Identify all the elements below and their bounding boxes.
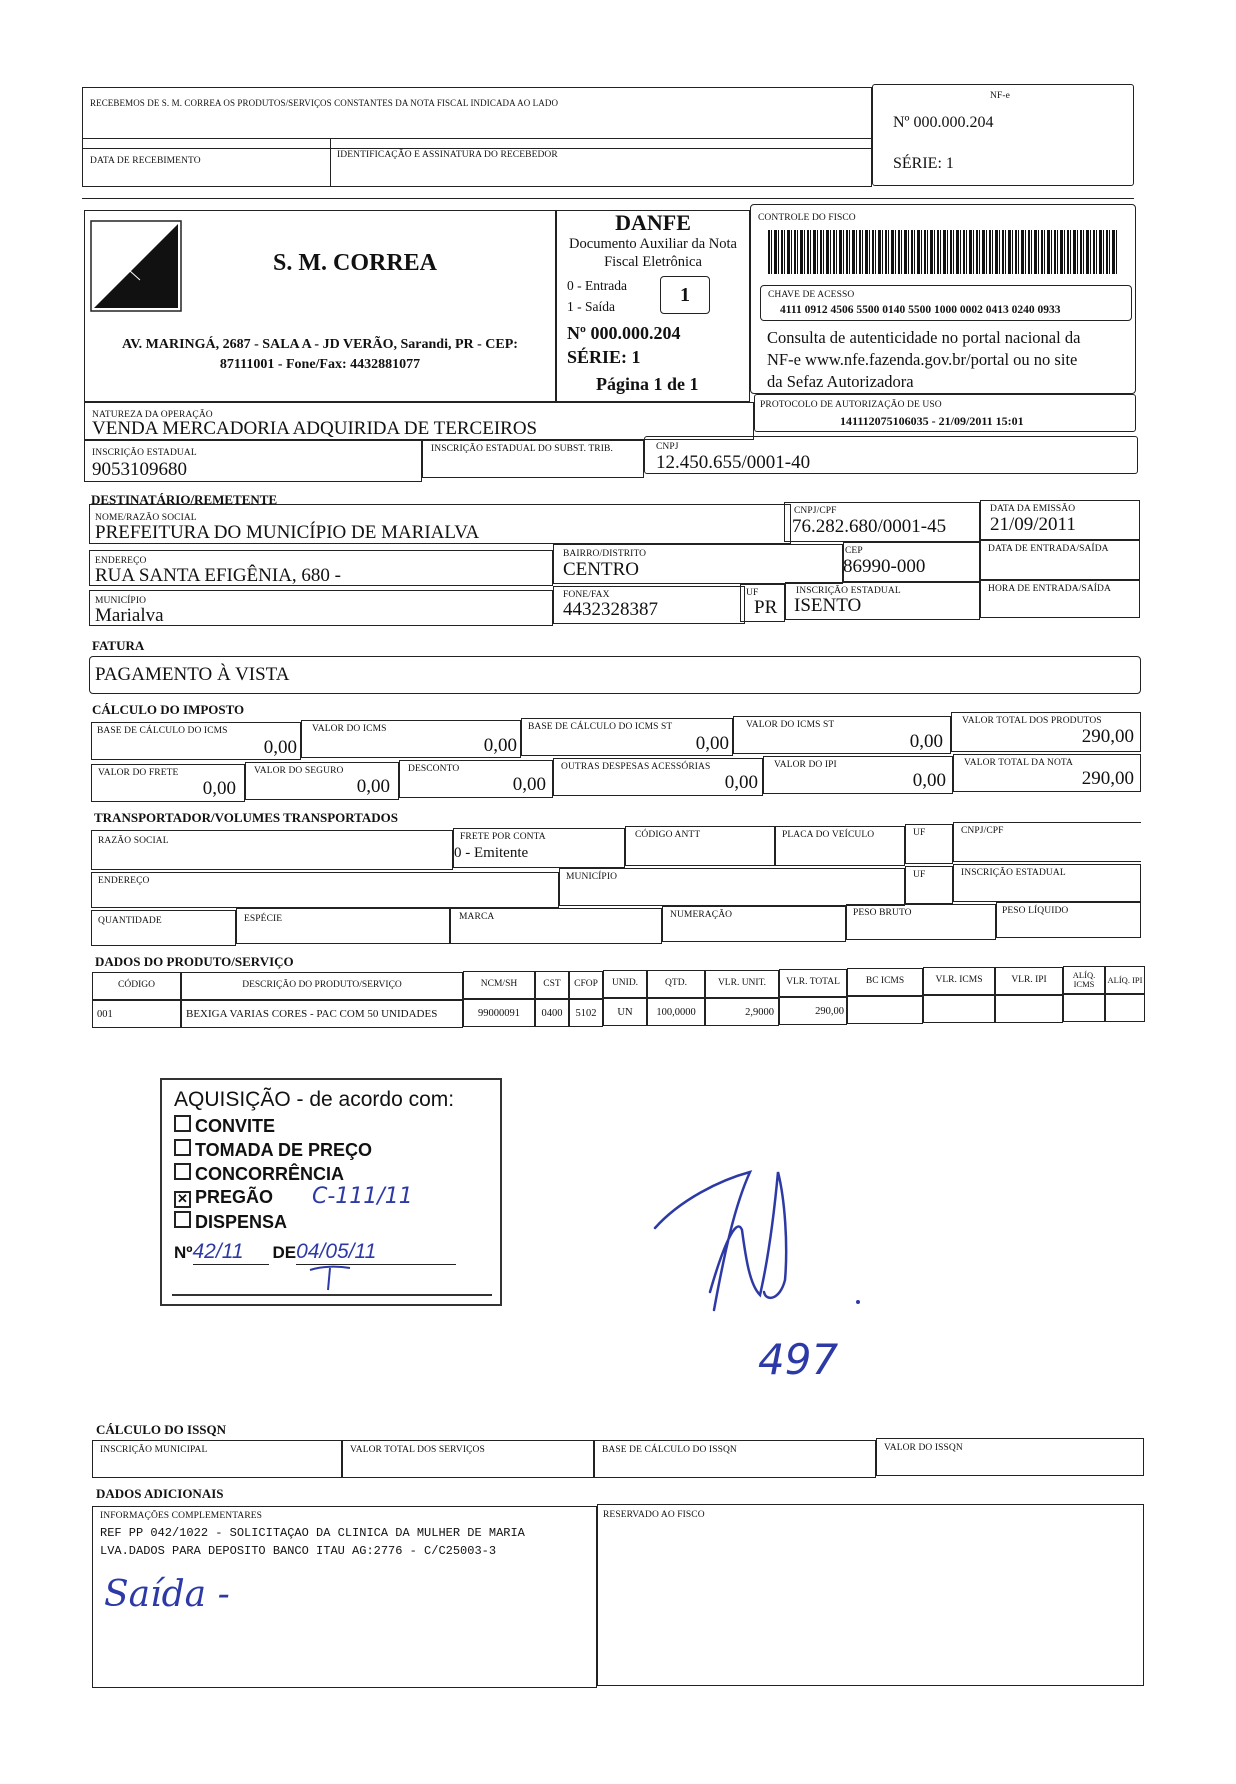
row-ncm: 99000091 (463, 999, 535, 1027)
ie-value: 9053109680 (92, 459, 187, 480)
district-value: CENTRO (563, 559, 639, 580)
receipt-signature-label: IDENTIFICAÇÃO E ASSINATURA DO RECEBEDOR (337, 150, 558, 160)
header-codigo: CÓDIGO (92, 972, 181, 1000)
base-icms-label: BASE DE CÁLCULO DO ICMS (97, 726, 228, 736)
total-products-label: VALOR TOTAL DOS PRODUTOS (962, 716, 1102, 726)
stamp-option-label: PREGÃO (195, 1187, 274, 1207)
header-cfop: CFOP (569, 971, 603, 999)
base-icms-st-value: 0,00 (695, 733, 729, 754)
uf-value: PR (754, 597, 778, 618)
checkbox-icon (174, 1163, 191, 1180)
header-aliq-icms: ALÍQ. ICMS (1063, 966, 1105, 994)
discount-label: DESCONTO (408, 764, 460, 774)
stamp-option-label: CONVITE (195, 1116, 276, 1136)
receipt-date-label: DATA DE RECEBIMENTO (90, 156, 201, 166)
stamp-option-convite (174, 1115, 275, 1137)
row-aliq-ipi (1105, 994, 1145, 1022)
row-descricao: BEXIGA VARIAS CORES - PAC COM 50 UNIDADES (181, 1000, 463, 1028)
page-number: 497 (758, 1335, 839, 1384)
carrier-address-box (91, 872, 559, 908)
row-aliq-icms (1063, 994, 1105, 1022)
district-label: BAIRRO/DISTRITO (563, 549, 647, 559)
emitter-logo (90, 220, 182, 312)
additional-section: DADOS ADICIONAIS (96, 1486, 224, 1501)
danfe-entrada: 0 - Entrada (567, 278, 627, 293)
header-cst: CST (535, 971, 569, 999)
freight-account-label: FRETE POR CONTA (460, 832, 546, 842)
receipt-number: Nº 000.000.204 (893, 114, 994, 131)
danfe-type-box (660, 276, 710, 314)
stamp-de-label: DE (272, 1243, 297, 1262)
freight-account-value: 0 - Emitente (454, 845, 529, 861)
emitter-name: S. M. CORREA (272, 250, 437, 276)
header-bc-icms: BC ICMS (847, 968, 923, 996)
row-vlr-ipi (995, 995, 1063, 1023)
barcode (768, 230, 1118, 274)
stamp-scribble (302, 1262, 362, 1292)
stamp-option-pregao (174, 1187, 273, 1208)
complementary-info-line-1: REF PP 042/1022 - SOLICITAÇAO DA CLINICA DA MULHER DE MARIA (100, 1526, 525, 1540)
recipient-ie-value: ISENTO (794, 595, 862, 616)
row-cfop: 5102 (569, 999, 603, 1027)
total-note-label: VALOR TOTAL DA NOTA (964, 758, 1074, 768)
icms-label: VALOR DO ICMS (312, 724, 387, 734)
handwritten-note: Saída - (104, 1574, 230, 1615)
icms-st-value: 0,00 (909, 731, 943, 752)
carrier-address-label: ENDEREÇO (98, 876, 150, 886)
access-key-label: CHAVE DE ACESSO (768, 290, 855, 300)
complementary-info-label: INFORMAÇÕES COMPLEMENTARES (100, 1511, 263, 1521)
complementary-info-line-2: LVA.DADOS PARA DEPOSITO BANCO ITAU AG:2776 - C/C25003-3 (100, 1544, 497, 1558)
net-weight-label: PESO LÍQUIDO (1002, 906, 1069, 916)
danfe-number: Nº 000.000.204 (567, 323, 681, 343)
stamp-bottom-line (172, 1294, 492, 1296)
cnpj-value: 12.450.655/0001-40 (656, 452, 811, 473)
ie-st-label: INSCRIÇÃO ESTADUAL DO SUBST. TRIB. (431, 444, 613, 454)
cep-value: 86990-000 (843, 556, 926, 577)
brand-label: MARCA (459, 912, 495, 922)
emitter-address-1: AV. MARINGÁ, 2687 - SALA A - JD VERÃO, Sarandi, PR - CEP: (122, 337, 518, 352)
qty-label: QUANTIDADE (98, 916, 162, 926)
recipient-cnpj-label: CNPJ/CPF (794, 506, 837, 516)
recipient-name-label: NOME/RAZÃO SOCIAL (95, 513, 197, 523)
header-qtd: QTD. (647, 970, 705, 998)
checkbox-icon (174, 1115, 191, 1132)
row-codigo: 001 (92, 1000, 181, 1028)
base-icms-value: 0,00 (263, 737, 297, 758)
numbering-label: NUMERAÇÃO (670, 910, 733, 920)
transport-section: TRANSPORTADOR/VOLUMES TRANSPORTADOS (94, 810, 399, 825)
recipient-address-label: ENDEREÇO (95, 556, 147, 566)
nature-label: NATUREZA DA OPERAÇÃO (92, 410, 213, 420)
row-unid: UN (603, 998, 647, 1026)
issqn-base-label: BASE DE CÁLCULO DO ISSQN (602, 1445, 737, 1455)
services-total-label: VALOR TOTAL DOS SERVIÇOS (350, 1445, 485, 1455)
phone-value: 4432328387 (563, 599, 658, 620)
signature-drawing (640, 1160, 880, 1320)
tax-section: CÁLCULO DO IMPOSTO (92, 702, 245, 717)
carrier-uf2-label: UF (913, 870, 926, 880)
stamp-option-concorrencia (174, 1163, 344, 1185)
consult-line-2: NF-e www.nfe.fazenda.gov.br/portal ou no site (767, 350, 1078, 369)
stamp-title: AQUISIÇÃO - de acordo com: (174, 1088, 455, 1111)
header-descricao: DESCRIÇÃO DO PRODUTO/SERVIÇO (181, 972, 463, 1000)
recipient-ie-label: INSCRIÇÃO ESTADUAL (796, 586, 901, 596)
danfe-subtitle-1: Documento Auxiliar da Nota (569, 236, 737, 252)
nature-value: VENDA MERCADORIA ADQUIRIDA DE TERCEIROS (92, 418, 538, 439)
consult-line-1: Consulta de autenticidade no portal nacional da (767, 328, 1081, 347)
ipi-value: 0,00 (912, 770, 946, 791)
cnpj-label: CNPJ (656, 442, 679, 452)
stamp-option-label: DISPENSA (195, 1212, 288, 1232)
receipt-text: RECEBEMOS DE S. M. CORREA OS PRODUTOS/SERVIÇOS CONSTANTES DA NOTA FISCAL INDICADA AO LADO (90, 98, 559, 108)
stamp-option-tomada (174, 1139, 372, 1161)
header-vlr-unit: VLR. UNIT. (705, 970, 779, 998)
phone-label: FONE/FAX (563, 590, 610, 600)
header-vlr-ipi: VLR. IPI (995, 967, 1063, 995)
row-cst: 0400 (535, 999, 569, 1027)
time-label: HORA DE ENTRADA/SAÍDA (988, 584, 1111, 594)
checkbox-icon (174, 1139, 191, 1156)
issqn-section: CÁLCULO DO ISSQN (96, 1422, 227, 1437)
issqn-value-label: VALOR DO ISSQN (884, 1443, 963, 1453)
stamp-option-label: CONCORRÊNCIA (195, 1164, 345, 1184)
access-key-value: 4111 0912 4506 5500 0140 5500 1000 0002 0413 0240 0933 (780, 304, 1061, 316)
danfe-saida: 1 - Saída (567, 299, 615, 314)
carrier-cnpj-label: CNPJ/CPF (961, 826, 1004, 836)
cep-label: CEP (845, 546, 863, 556)
stamp-option-label: TOMADA DE PREÇO (195, 1140, 373, 1160)
stamp-no-label: Nº (174, 1243, 193, 1262)
checkbox-icon (174, 1211, 191, 1228)
freight-label: VALOR DO FRETE (98, 768, 179, 778)
row-qtd: 100,0000 (647, 998, 705, 1026)
city-value: Marialva (95, 605, 164, 626)
checkbox-checked-icon: ✕ (174, 1191, 191, 1208)
carrier-ie-label: INSCRIÇÃO ESTADUAL (961, 868, 1066, 878)
carrier-name-label: RAZÃO SOCIAL (98, 836, 169, 846)
invoice-section: FATURA (92, 638, 145, 653)
emission-label: DATA DA EMISSÃO (990, 504, 1076, 514)
entry-date-label: DATA DE ENTRADA/SAÍDA (988, 544, 1109, 554)
row-vlr-total: 290,00 (779, 997, 847, 1025)
header-ncm: NCM/SH (463, 971, 535, 999)
fisco-control-label: CONTROLE DO FISCO (758, 213, 856, 223)
consult-line-3: da Sefaz Autorizadora (767, 372, 914, 391)
danfe-type-value: 1 (680, 283, 690, 306)
total-products-value: 290,00 (1081, 726, 1134, 747)
plate-label: PLACA DO VEÍCULO (782, 830, 875, 840)
recipient-address-value: RUA SANTA EFIGÊNIA, 680 - (95, 565, 342, 586)
freight-value: 0,00 (202, 778, 236, 799)
stamp-date-value: 04/05/11 (296, 1240, 456, 1265)
base-icms-st-label: BASE DE CÁLCULO DO ICMS ST (528, 722, 673, 732)
danfe-series: SÉRIE: 1 (567, 347, 641, 367)
receipt-series: SÉRIE: 1 (893, 155, 954, 172)
acquisition-stamp (160, 1078, 502, 1306)
city-label: MUNICÍPIO (95, 596, 147, 606)
invoice-value: PAGAMENTO À VISTA (95, 664, 290, 685)
reserved-fisco-label: RESERVADO AO FISCO (603, 1510, 705, 1520)
protocol-value: 141112075106035 - 21/09/2011 15:01 (840, 414, 1024, 428)
ie-label: INSCRIÇÃO ESTADUAL (92, 448, 197, 458)
header-vlr-total: VLR. TOTAL (779, 969, 847, 997)
recipient-name-value: PREFEITURA DO MUNICÍPIO DE MARIALVA (95, 522, 480, 543)
header-unid: UNID. (603, 970, 647, 998)
recipient-cnpj-value: 76.282.680/0001-45 (792, 516, 947, 537)
species-label: ESPÉCIE (244, 914, 283, 924)
emitter-address-2: 87111001 - Fone/Fax: 4432881077 (219, 357, 421, 372)
cut-line (82, 198, 1134, 199)
antt-label: CÓDIGO ANTT (635, 830, 701, 840)
products-section: DADOS DO PRODUTO/SERVIÇO (95, 954, 294, 969)
row-vlr-icms (923, 995, 995, 1023)
municipal-reg-label: INSCRIÇÃO MUNICIPAL (100, 1445, 208, 1455)
receipt-nfe-label: NF-e (990, 91, 1010, 101)
danfe-title: DANFE (615, 210, 691, 235)
other-expenses-value: 0,00 (724, 772, 758, 793)
row-bc-icms (847, 996, 923, 1024)
carrier-uf-label: UF (913, 828, 926, 838)
insurance-label: VALOR DO SEGURO (254, 766, 344, 776)
protocol-label: PROTOCOLO DE AUTORIZAÇÃO DE USO (760, 400, 942, 410)
uf-label: UF (746, 588, 759, 598)
gross-weight-label: PESO BRUTO (853, 908, 912, 918)
danfe-subtitle-2: Fiscal Eletrônica (604, 254, 702, 270)
carrier-city-label: MUNICÍPIO (566, 872, 618, 882)
danfe-page: Página 1 de 1 (596, 374, 699, 394)
header-aliq-ipi: ALÍQ. IPI (1105, 966, 1145, 994)
discount-value: 0,00 (512, 774, 546, 795)
header-vlr-icms: VLR. ICMS (923, 967, 995, 995)
emission-value: 21/09/2011 (990, 514, 1076, 535)
reserved-fisco-box (597, 1504, 1144, 1686)
other-expenses-label: OUTRAS DESPESAS ACESSÓRIAS (561, 762, 711, 772)
insurance-value: 0,00 (356, 776, 390, 797)
recipient-section: DESTINATÁRIO/REMETENTE (91, 492, 278, 507)
stamp-option-dispensa (174, 1211, 287, 1233)
icms-value: 0,00 (483, 735, 517, 756)
total-note-value: 290,00 (1081, 768, 1134, 789)
stamp-pregao-note: C-111/11 (312, 1184, 413, 1209)
stamp-no-value: 42/11 (193, 1240, 269, 1265)
row-vlr-unit: 2,9000 (705, 998, 779, 1026)
icms-st-label: VALOR DO ICMS ST (746, 720, 835, 730)
ipi-label: VALOR DO IPI (774, 760, 837, 770)
